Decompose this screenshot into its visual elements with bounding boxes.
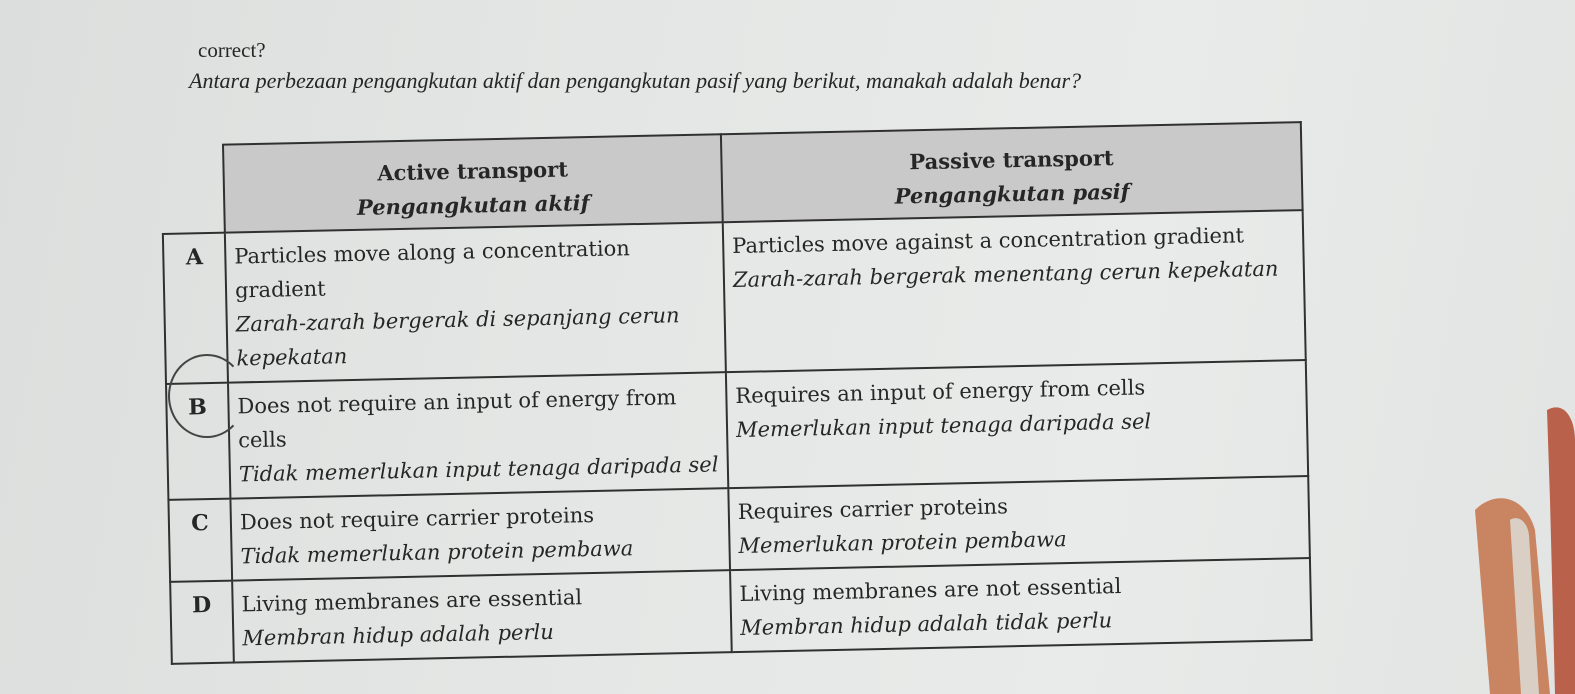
- active-cell: [232, 570, 732, 662]
- header-ms: Pengangkutan pasif: [894, 178, 1130, 209]
- cell-en: Living membranes are essential: [241, 585, 583, 617]
- table-row-a: [163, 210, 1306, 384]
- header-ms: Pengangkutan aktif: [356, 190, 590, 220]
- passive-cell: [726, 360, 1308, 488]
- cell-en: Particles move along a concentration gradient: [234, 236, 630, 303]
- header-en: Passive transport: [909, 145, 1114, 175]
- header-en: Active transport: [377, 156, 569, 186]
- header-active-transport: [223, 134, 723, 232]
- cell-ms: Zarah-zarah bergerak di sepanjang cerun kepekatan: [235, 303, 680, 371]
- cell-en: Does not require carrier proteins: [239, 502, 595, 535]
- active-cell: [225, 222, 726, 382]
- active-cell: [228, 372, 728, 498]
- passive-cell: [728, 476, 1310, 570]
- cell-ms: Zarah-zarah bergerak menentang cerun kepekatan: [732, 256, 1279, 293]
- question-english-fragment: correct?: [198, 38, 266, 62]
- cell-ms: Tidak memerlukan input tenaga daripada sel: [238, 452, 719, 487]
- header-corner: [161, 145, 225, 234]
- passive-cell: [730, 558, 1312, 652]
- option-letter: B: [166, 383, 230, 500]
- cell-ms: Membran hidup adalah perlu: [242, 619, 554, 651]
- cell-en: Requires carrier proteins: [737, 494, 1009, 524]
- finger-shape: [1547, 407, 1575, 694]
- active-cell: [230, 488, 730, 580]
- cell-ms: Membran hidup adalah tidak perlu: [739, 608, 1113, 640]
- header-passive-transport: [721, 122, 1303, 222]
- answer-table-wrapper: [160, 121, 1311, 693]
- cell-en: Living membranes are not essential: [739, 573, 1122, 606]
- hand-holding-pen: [1455, 400, 1575, 694]
- option-letter: D: [170, 581, 234, 664]
- cell-ms: Tidak memerlukan protein pembawa: [240, 536, 634, 569]
- question-malay: Antara perbezaan pengangkutan aktif dan pengangkutan pasif yang berikut, manakah adalah benar?: [189, 68, 1082, 93]
- answer-table: [160, 121, 1313, 665]
- cell-en: Requires an input of energy from cells: [735, 375, 1146, 409]
- cell-en: Does not require an input of energy from cells: [237, 385, 677, 453]
- option-letter: C: [168, 499, 232, 582]
- passive-cell: [723, 210, 1306, 372]
- cell-ms: Memerlukan protein pembawa: [738, 527, 1067, 558]
- cell-ms: Memerlukan input tenaga daripada sel: [735, 409, 1152, 442]
- cell-en: Particles move against a concentration gradient: [731, 223, 1245, 259]
- option-letter: A: [163, 233, 228, 384]
- pen-circle-mark: [168, 354, 246, 438]
